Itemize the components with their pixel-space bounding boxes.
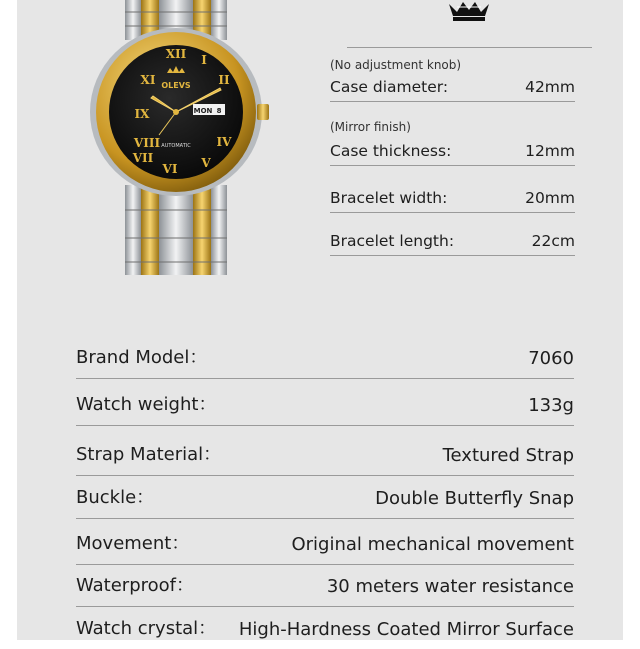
svg-text:AUTOMATIC: AUTOMATIC bbox=[161, 143, 191, 149]
spec-divider-top bbox=[347, 47, 592, 48]
svg-text:VIII: VIII bbox=[133, 136, 161, 150]
info-label: Strap Material： bbox=[76, 444, 222, 465]
info-label: Brand Model： bbox=[76, 347, 208, 368]
info-value: Original mechanical movement bbox=[291, 534, 574, 555]
svg-text:XI: XI bbox=[140, 73, 156, 87]
info-value: Double Butterfly Snap bbox=[375, 488, 574, 509]
spec-value: 20mm bbox=[525, 189, 575, 207]
info-label: Watch weight： bbox=[76, 394, 217, 415]
info-label: Waterproof： bbox=[76, 575, 195, 596]
spec-row-case-thickness bbox=[330, 142, 575, 166]
info-row-buckle bbox=[76, 483, 574, 519]
info-row-movement bbox=[76, 529, 574, 565]
spec-row-bracelet-width bbox=[330, 189, 575, 213]
info-value: 30 meters water resistance bbox=[326, 576, 574, 597]
svg-text:IX: IX bbox=[134, 107, 150, 121]
crown-logo-icon bbox=[447, 0, 491, 22]
svg-text:OLEVS: OLEVS bbox=[161, 81, 191, 90]
svg-text:VII: VII bbox=[132, 151, 154, 165]
spec-value: 22cm bbox=[531, 232, 575, 250]
svg-text:MON: MON bbox=[193, 107, 213, 115]
svg-text:VI: VI bbox=[162, 162, 178, 176]
spec-value: 42mm bbox=[525, 78, 575, 96]
spec-label: Case diameter: bbox=[330, 78, 449, 96]
svg-text:IV: IV bbox=[216, 135, 232, 149]
info-value: 133g bbox=[528, 395, 574, 416]
info-row-waterproof bbox=[76, 571, 574, 607]
svg-text:V: V bbox=[201, 156, 211, 170]
info-label: Movement： bbox=[76, 533, 190, 554]
spec-label: Bracelet length: bbox=[330, 232, 455, 250]
info-label: Buckle： bbox=[76, 487, 155, 508]
info-value: High-Hardness Coated Mirror Surface bbox=[238, 619, 574, 640]
info-value: Textured Strap bbox=[442, 445, 574, 466]
spec-row-bracelet-length bbox=[330, 232, 575, 256]
spec-value: 12mm bbox=[525, 142, 575, 160]
spec-note-diameter: (No adjustment knob) bbox=[330, 58, 462, 72]
spec-label: Case thickness: bbox=[330, 142, 452, 160]
info-label: Watch crystal： bbox=[76, 618, 217, 639]
svg-text:II: II bbox=[218, 73, 230, 87]
info-row-brand-model bbox=[76, 343, 574, 379]
info-value: 7060 bbox=[528, 348, 574, 369]
info-row-strap-material bbox=[76, 440, 574, 476]
svg-text:I: I bbox=[201, 53, 207, 67]
spec-label: Bracelet width: bbox=[330, 189, 448, 207]
info-row-watch-crystal bbox=[76, 614, 574, 649]
svg-text:XII: XII bbox=[165, 47, 187, 61]
spec-row-case-diameter bbox=[330, 78, 575, 102]
svg-text:8: 8 bbox=[216, 107, 222, 115]
info-row-watch-weight bbox=[76, 390, 574, 426]
spec-note-thickness: (Mirror finish) bbox=[330, 120, 411, 134]
watch-image bbox=[87, 0, 272, 275]
